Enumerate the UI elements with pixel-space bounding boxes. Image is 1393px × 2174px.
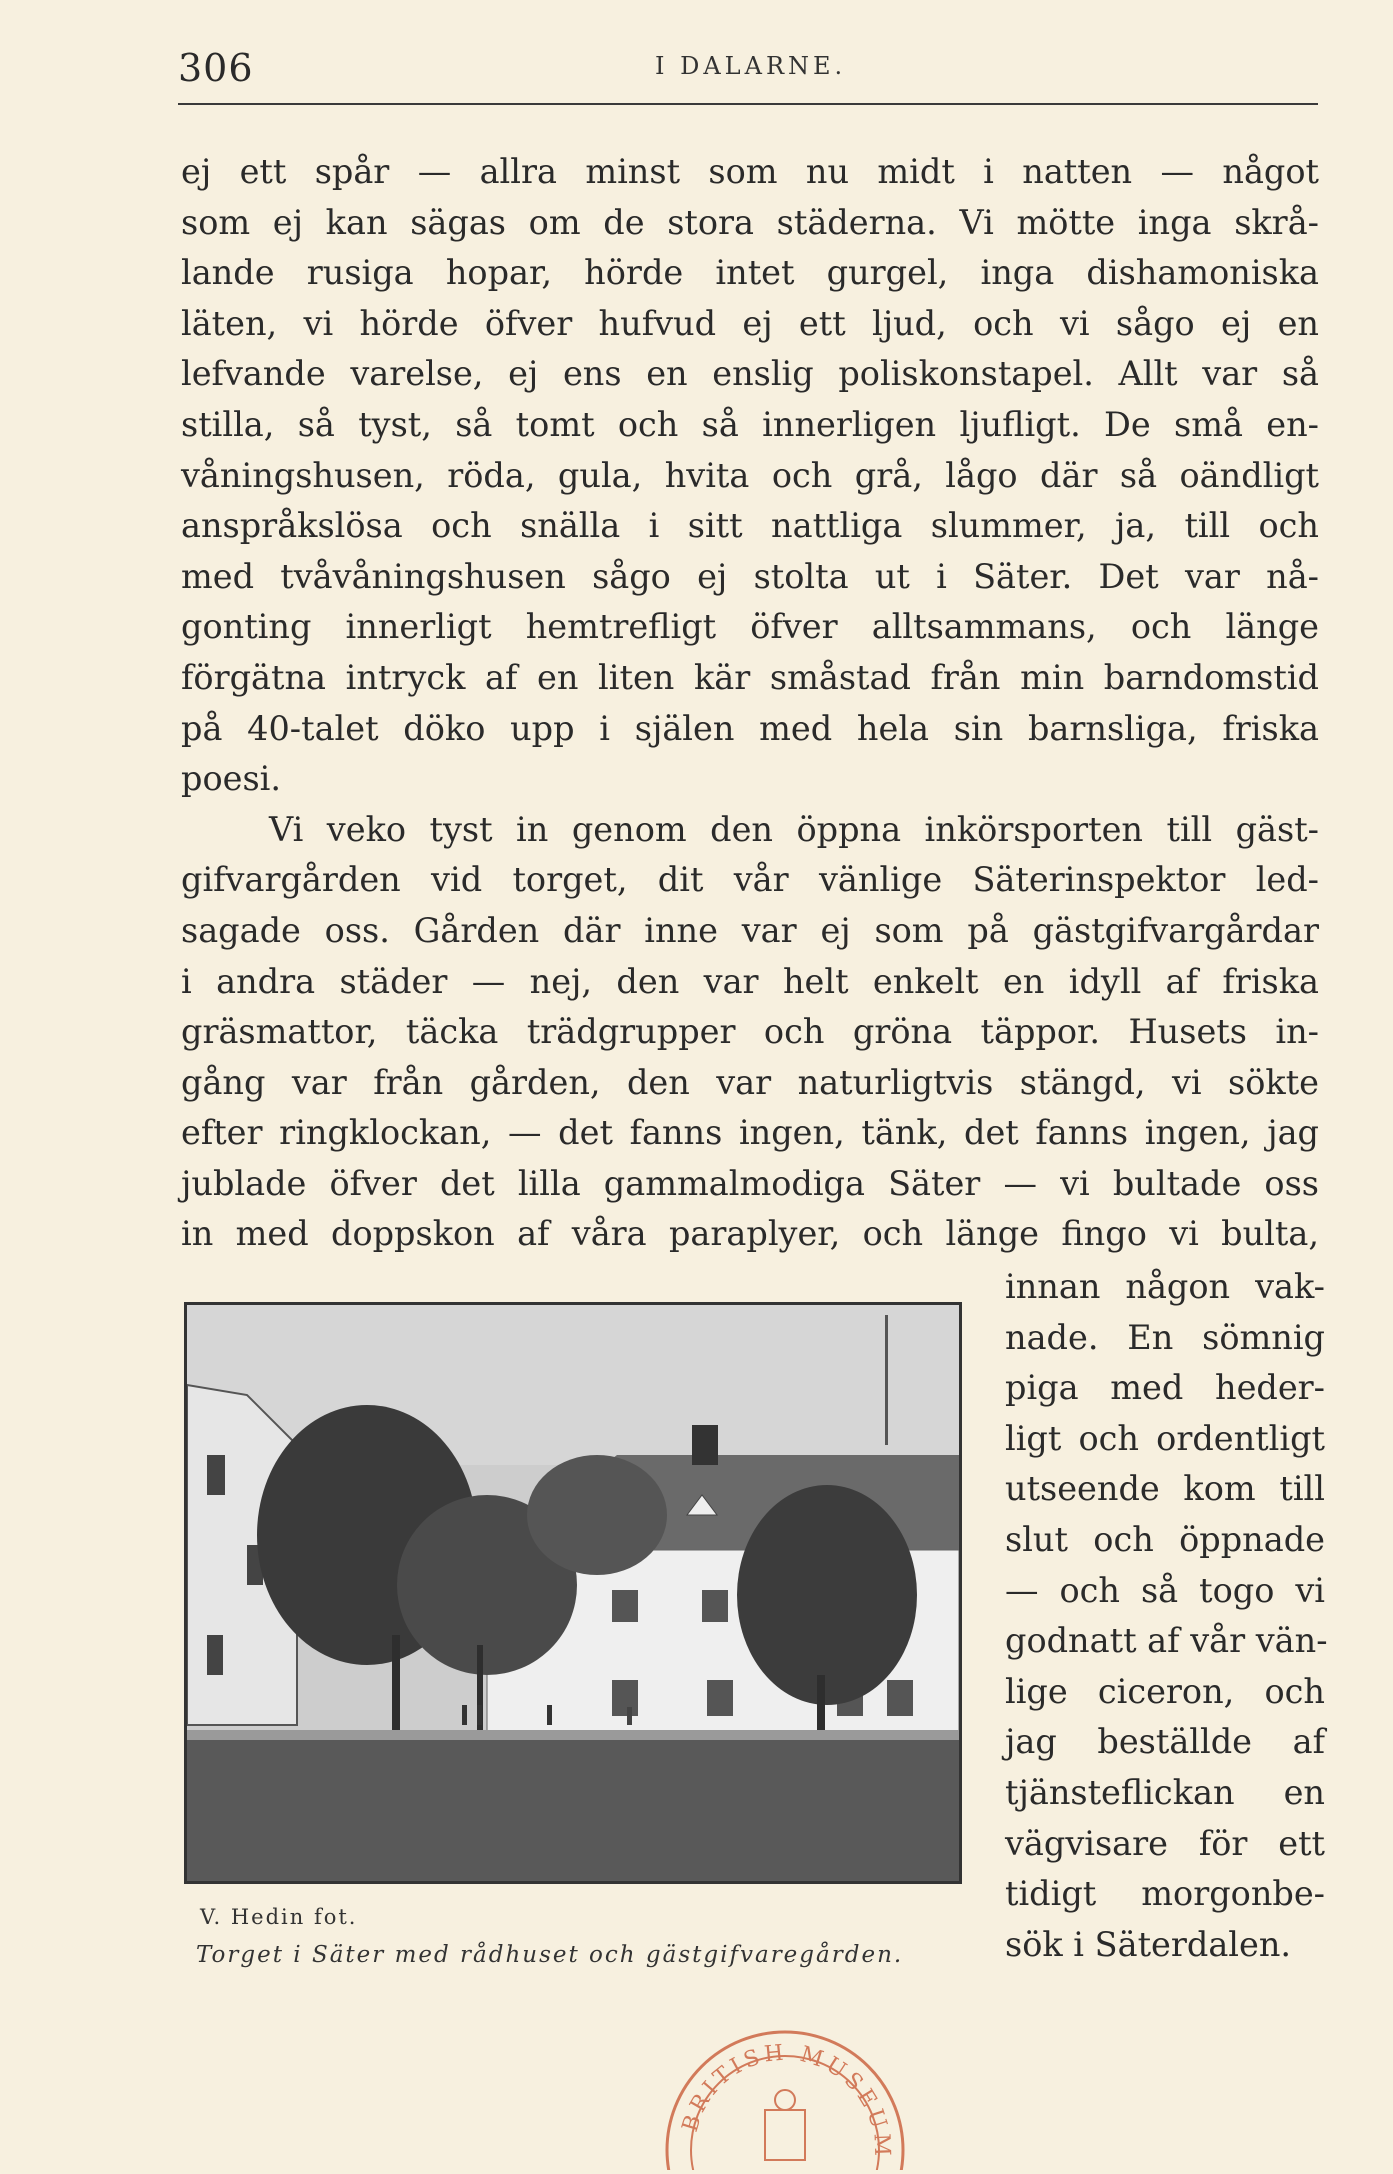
text-line: gräsmattor, täcka trädgrupper och gröna täppor. Husets in- [181,1012,1319,1052]
text-line: piga med heder- [1005,1368,1325,1408]
text-line: lande rusiga hopar, hörde intet gurgel, inga dishamoniska [181,253,1319,293]
text-line: efter ringklockan, — det fanns ingen, tänk, det fanns ingen, jag [181,1113,1319,1153]
text-line: utseende kom till [1005,1469,1325,1509]
figure-caption: Torget i Säter med rådhuset och gästgifvaregården. [196,1942,904,1968]
text-line: tjänsteflickan en [1005,1772,1325,1812]
text-line: poesi. [181,759,281,799]
text-line: lige ciceron, och [1005,1671,1325,1711]
body-text [181,147,1319,1260]
text-line: på 40-talet döko upp i själen med hela sin barnsliga, friska [181,708,1319,748]
text-line: — och så togo vi [1005,1570,1325,1610]
text-line: sagade oss. Gården där inne var ej som på gästgifvargårdar [181,910,1319,950]
text-line: ej ett spår — allra minst som nu midt i natten — något [181,152,1319,191]
text-line: lefvande varelse, ej ens en enslig poliskonstapel. Allt var så [181,354,1319,394]
text-line: jublade öfver det lilla gammalmodiga Säter — vi bultade oss [181,1163,1319,1203]
text-line: gifvargården vid torget, dit vår vänlige Säterinspektor led- [181,860,1319,900]
text-line: ligt och ordentligt [1005,1418,1325,1458]
text-line: förgätna intryck af en liten kär småstad från min barndomstid [181,657,1319,697]
page-number: 306 [178,46,254,90]
text-line: gonting innerligt hemtrefligt öfver alltsammans, och länge [181,607,1319,647]
text-line: Vi veko tyst in genom den öppna inkörsporten till gäst- [269,809,1319,849]
running-head: I DALARNE. [655,52,847,80]
stamp-text: BRITISH MUSEUM [677,2040,895,2161]
text-line: gång var från gården, den var naturligtvis stängd, vi sökte [181,1062,1319,1102]
text-line: stilla, så tyst, så tomt och så innerligen ljufligt. De små en- [181,404,1319,444]
text-line: innan någon vak- [1005,1267,1325,1306]
text-line: anspråkslösa och snälla i sitt nattliga slummer, ja, till och [181,506,1319,546]
text-line: vägvisare för ett [1005,1823,1325,1863]
text-line: våningshusen, röda, gula, hvita och grå, lågo där så oändligt [181,455,1319,495]
library-stamp-logo [640,2010,930,2170]
text-line: läten, vi hörde öfver hufvud ej ett ljud, och vi sågo ej en [181,303,1319,343]
text-line: sök i Säterdalen. [1005,1924,1292,1964]
town-square-photograph [184,1302,962,1884]
side-column-text [1005,1262,1328,1970]
text-line: tidigt morgonbe- [1005,1874,1325,1914]
text-line: slut och öppnade [1005,1519,1325,1559]
text-line: som ej kan sägas om de stora städerna. Vi mötte inga skrå- [181,202,1319,242]
text-line: in med doppskon af våra paraplyer, och länge fingo vi bulta, [181,1214,1319,1254]
text-line: i andra städer — nej, den var helt enkelt en idyll af friska [181,961,1319,1001]
text-line: godnatt af vår vän- [1005,1621,1328,1661]
text-line: jag beställde af [1005,1722,1325,1762]
photo-credit: V. Hedin fot. [200,1905,358,1929]
text-line: nade. En sömnig [1005,1317,1325,1357]
header-rule [178,103,1318,105]
text-line: med tvåvåningshusen sågo ej stolta ut i Säter. Det var nå- [181,556,1319,596]
